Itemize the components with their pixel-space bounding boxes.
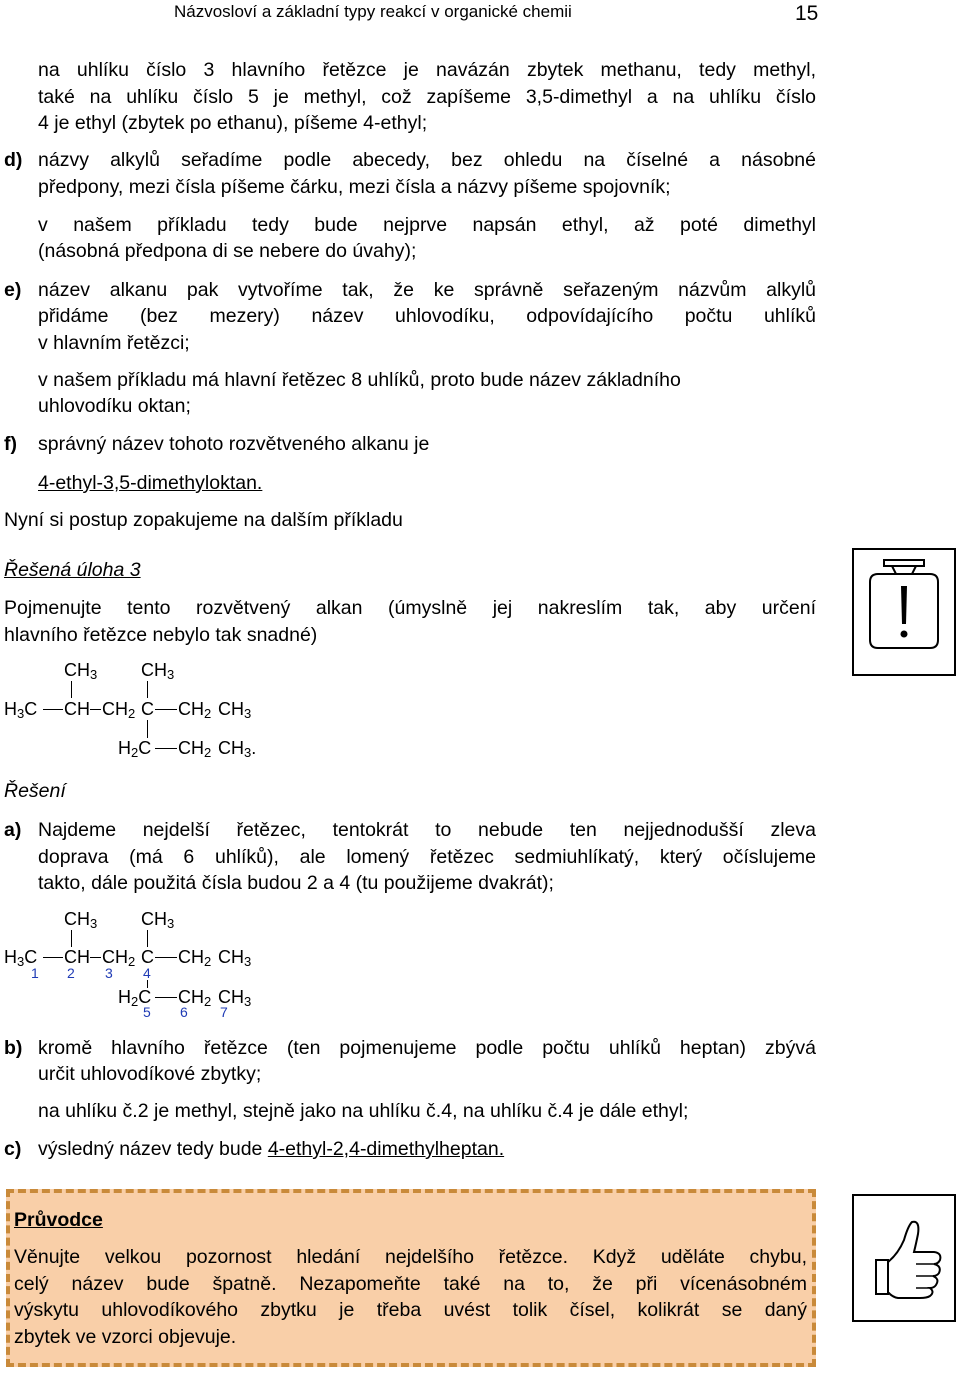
text-line: takto, dále použitá čísla budou 2 a 4 (tu použijeme dvakrát); [38,872,554,894]
formula-h3c: $H_3C$ [4,699,38,721]
result-name: 4-ethyl-2,4-dimethylheptan. [267,1138,505,1160]
formula-h2c: $H_2C$ [118,987,152,1009]
text-line: hlavního řetězce nebylo tak snadné) [4,624,318,646]
text-line: Nyní si postup zopakujeme na dalším příkladu [4,509,403,531]
text-line: v hlavním řetězci; [38,332,190,354]
item-label-a: a) [4,819,22,841]
carbon-number: 2 [67,965,75,981]
text-line: výsledný název tedy bude 4-ethyl-2,4-dimethylheptan. [38,1138,505,1160]
bond-line [90,709,101,710]
text-line: kromě hlavního řetězce (ten pojmenujeme podle počtu uhlíků heptan) zbývá [38,1037,816,1059]
bond-line [147,720,148,738]
bond-line [155,997,177,998]
carbon-number: 4 [143,965,151,981]
bond-line [155,709,177,710]
formula-ch3-a: $CH_3$ [64,660,98,682]
text-line: na uhlíku číslo 3 hlavního řetězce je navázán zbytek methanu, tedy methyl, [38,59,816,81]
item-label-d: d) [4,149,23,171]
text-line: uhlovodíku oktan; [38,395,191,417]
text-line: na uhlíku č.2 je methyl, stejně jako na uhlíku č.4, na uhlíku č.4 je dále ethyl; [38,1100,689,1122]
formula-h2c: $H_2C$ [118,738,152,760]
formula-ch2-a: $CH_2$ [102,947,136,969]
carbon-number: 7 [220,1004,228,1020]
guide-line: výskytu uhlovodíkového zbytku je třeba uvést tolik čísel, kolikrát se daný [14,1299,807,1321]
formula-ch2-a: $CH_2$ [102,699,136,721]
formula-ch3-d: $CH_3$. [218,738,257,760]
formula-ch3-b: $CH_3$ [141,909,175,931]
formula-h3c: $H_3C$ [4,947,38,969]
task-heading: Řešená úloha 3 [4,559,141,581]
running-header: Názvosloví a základní typy reakcí v organické chemii [174,2,572,21]
bond-line [43,709,63,710]
result-name: 4-ethyl-3,5-dimethyloktan. [38,472,263,494]
item-label-c: c) [4,1138,22,1160]
text-line: také na uhlíku číslo 5 je methyl, což zapíšeme 3,5-dimethyl a na uhlíku číslo [38,86,816,108]
guide-line: zbytek ve vzorci objevuje. [14,1326,237,1348]
text-line: název alkanu pak vytvoříme tak, že ke správně seřazeným názvům alkylů [38,279,816,301]
bond-line [147,681,148,698]
bond-line [155,957,177,958]
text-line: doprava (má 6 uhlíků), ale lomený řetězec sedmiuhlíkatý, který očíslujeme [38,846,816,868]
carbon-number: 6 [180,1004,188,1020]
formula-ch3-c: $CH_3$ [218,947,252,969]
guide-heading: Průvodce [14,1209,103,1231]
formula-ch3-b: $CH_3$ [141,660,175,682]
item-label-b: b) [4,1037,23,1059]
formula-ch3-d: $CH_3$ [218,987,252,1009]
formula-c: C [141,699,154,719]
bond-line [43,957,63,958]
formula-ch2-c: $CH_2$ [178,738,212,760]
item-label-f: f) [4,433,17,455]
formula-ch: CH [64,947,90,967]
text-line: v našem příkladu má hlavní řetězec 8 uhlíků, proto bude název základního [38,369,681,391]
text-line: určit uhlovodíkové zbytky; [38,1063,262,1085]
formula-ch: CH [64,699,90,719]
thumbs-up-icon [852,1194,956,1322]
text-line: Najdeme nejdelší řetězec, tentokrát to nebude ten nejjednodušší zleva [38,819,816,841]
item-label-e: e) [4,279,22,301]
bond-line [71,930,72,947]
bond-line [90,957,101,958]
bond-line [147,930,148,947]
formula-ch3-c: $CH_3$ [218,699,252,721]
carbon-number: 3 [105,965,113,981]
formula-ch2-b: $CH_2$ [178,699,212,721]
text-line: přidáme (bez mezery) název uhlovodíku, odpovídajícího počtu uhlíků [38,305,816,327]
warning-exclamation-icon [852,548,956,676]
page-number: 15 [795,2,819,25]
formula-c: C [141,947,154,967]
formula-ch2-b: $CH_2$ [178,947,212,969]
carbon-number: 5 [143,1004,151,1020]
text-line: (násobná předpona di se nebere do úvahy); [38,240,417,262]
guide-line: celý název bude špatně. Nezapomeňte také na to, že při vícenásobném [14,1273,807,1295]
formula-ch2-c: $CH_2$ [178,987,212,1009]
text-line: Pojmenujte tento rozvětvený alkan (úmyslně jej nakreslím tak, aby určení [4,597,816,619]
carbon-number: 1 [31,965,39,981]
solution-heading: Řešení [4,780,66,802]
bond-line [155,748,177,749]
formula-ch3-a: $CH_3$ [64,909,98,931]
text-line: 4 je ethyl (zbytek po ethanu), píšeme 4-ethyl; [38,112,428,134]
bond-line [71,681,72,698]
text-line: správný název tohoto rozvětveného alkanu je [38,433,430,455]
text-line: v našem příkladu tedy bude nejprve napsán ethyl, až poté dimethyl [38,214,816,236]
text-line: předpony, mezi čísla píšeme čárku, mezi čísla a názvy píšeme spojovník; [38,176,671,198]
text-line: názvy alkylů seřadíme podle abecedy, bez ohledu na číselné a násobné [38,149,816,171]
guide-line: Věnujte velkou pozornost hledání nejdelšího řetězce. Když uděláte chybu, [14,1246,807,1268]
